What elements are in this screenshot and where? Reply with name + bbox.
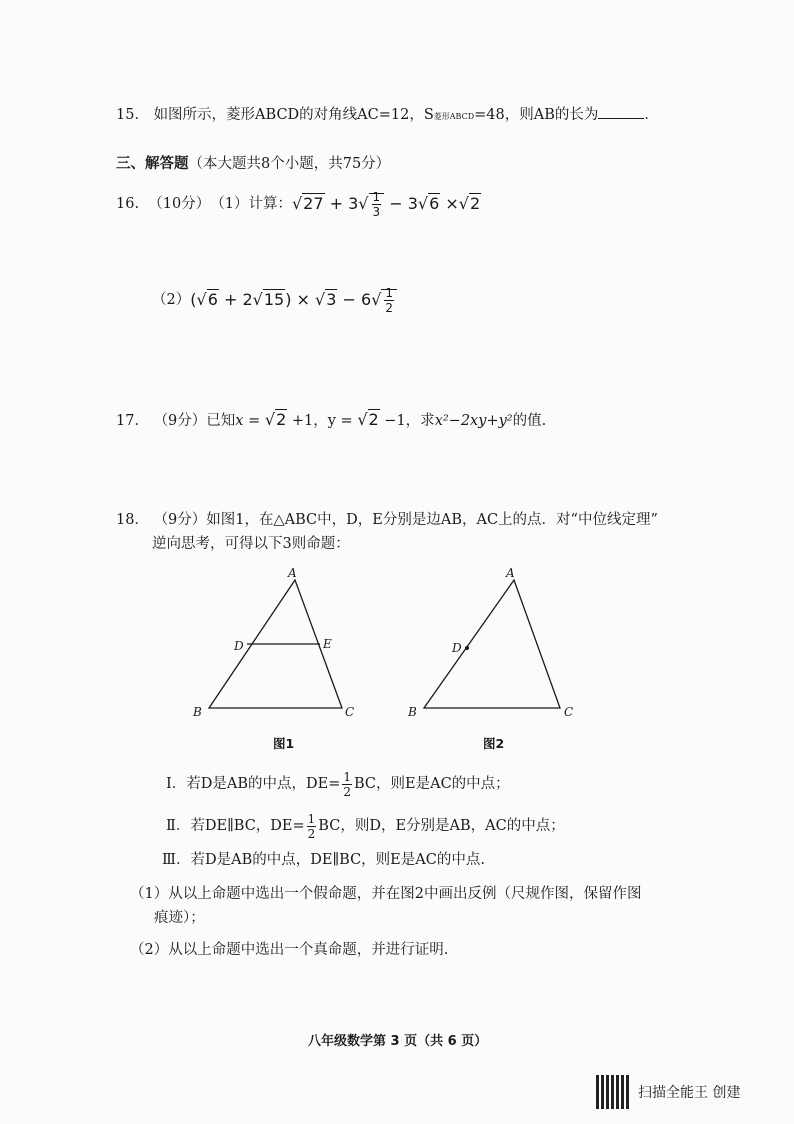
fig1-label-c: C — [345, 705, 355, 719]
fig1-label-a: A — [288, 566, 297, 580]
q16-p2-times: × — [296, 289, 310, 309]
fig1-label-b: B — [193, 705, 202, 719]
prop1-fraction — [342, 771, 352, 798]
question-16-part-1 — [116, 190, 481, 218]
q16-p1-minus: − 3 — [389, 193, 418, 213]
q17-expression: x²−2xy+y² — [434, 413, 513, 429]
q18-number: 18． — [116, 512, 149, 528]
fig2-label-a: A — [506, 566, 515, 580]
q17-eq1: = — [243, 413, 265, 429]
q17-radicand-1: 2 — [276, 410, 287, 429]
q16-p2-frac-num: 1 — [385, 285, 394, 300]
q16-score: （10分） — [148, 196, 211, 212]
task-1-line-1 — [130, 884, 641, 904]
figure-1-triangle — [186, 562, 366, 732]
q17-score: （9分）已知 — [153, 413, 236, 429]
q16-p2-minus: − 6 — [342, 289, 372, 309]
prop2-fraction — [307, 813, 317, 840]
qr-code-icon — [596, 1075, 630, 1109]
q16-p2-plus: + 2 — [223, 289, 253, 309]
q17-tail1: +1， — [287, 413, 328, 429]
prop3-text: 若D是AB的中点，DE∥BC，则E是AC的中点. — [190, 852, 485, 868]
figure-2-caption: 图2 — [483, 736, 505, 751]
fig2-label-d: D — [452, 641, 462, 655]
task1-text-a: （1）从以上命题中选出一个假命题，并在图2中画出反例（尺规作图，保留作图 — [130, 886, 642, 902]
fig1-label-e: E — [323, 637, 332, 651]
proposition-2 — [166, 810, 565, 842]
q16-p1-frac-num: 1 — [372, 189, 381, 204]
proposition-3 — [162, 850, 485, 870]
fig2-triangle-abc — [424, 580, 560, 708]
prop2-label: Ⅱ． — [166, 818, 191, 834]
q17-x: x — [235, 413, 244, 429]
q16-p2-radicand-1: 6 — [207, 289, 218, 309]
figure-1-caption: 图1 — [273, 736, 295, 751]
q17-eq2: = — [335, 413, 358, 429]
q18-text-2: 逆向思考，可得以下3则命题： — [152, 536, 350, 552]
q15-end: ． — [644, 107, 659, 123]
q17-number: 17． — [116, 413, 149, 429]
q16-p1-radicand-2: 6 — [429, 193, 440, 213]
prop3-label: Ⅲ． — [162, 852, 191, 868]
q17-radicand-2: 2 — [368, 410, 379, 429]
q16-number: 16. — [116, 196, 140, 212]
prop2-text-a: 若DE∥BC，DE= — [190, 818, 305, 834]
section-3-title: 三、解答题 — [116, 155, 189, 172]
question-18-line-2 — [152, 534, 350, 554]
prop1-text-b: BC，则E是AC的中点； — [354, 776, 510, 792]
q17-tail2: −1，求 — [379, 413, 435, 429]
q18-text-1: （9分）如图1，在△ABC中，D，E分别是边AB，AC上的点．对“中位线定理” — [153, 512, 658, 528]
fig2-point-d — [465, 646, 469, 650]
q16-p2-radicand-3: 3 — [326, 289, 337, 309]
fig1-label-d: D — [234, 639, 244, 653]
q16-p1-times: × — [445, 193, 459, 213]
q17-end: 的值. — [512, 413, 547, 429]
task1-text-b: 痕迹）； — [154, 910, 205, 926]
question-15 — [116, 104, 659, 127]
figure-2-triangle — [400, 562, 590, 732]
q16-part2-expression: (√6 + 2√15) × √3 − 6√ $\frac{1}{2}$ — [190, 287, 397, 314]
q16-part1-label: （1）计算： — [210, 196, 292, 212]
q16-p2-radicand-2: 15 — [263, 289, 285, 309]
q16-p2-frac-den: 2 — [385, 300, 394, 315]
q16-part2-label: （2） — [152, 292, 191, 308]
section-3-note: （本大题共8个小题，共75分） — [188, 156, 391, 172]
q15-subscript: 菱形ABCD — [433, 112, 475, 121]
q16-p1-plus: + 3 — [329, 193, 359, 213]
q15-text-a: 如图所示，菱形ABCD的对角线AC=12，S — [153, 107, 434, 123]
q15-answer-blank — [598, 104, 644, 119]
q16-p2-close: ) — [285, 289, 292, 309]
proposition-1 — [166, 768, 510, 800]
task-2 — [130, 940, 448, 960]
q16-p1-radicand-3: 2 — [470, 193, 481, 213]
prop2-text-b: BC，则D，E分别是AB，AC的中点； — [318, 818, 565, 834]
prop1-label: Ⅰ． — [166, 776, 187, 792]
q16-part1-expression: √27 + 3√ $\frac{1}{3}$ − 3√6 ×√2 — [291, 189, 481, 219]
prop1-text-a: 若D是AB的中点，DE= — [186, 776, 341, 792]
question-17: 17． （9分）已知x = √2 +1，y = √2 −1，求x²−2xy+y²的值. — [116, 410, 547, 429]
prop2-frac-den: 2 — [307, 826, 316, 841]
q16-p2-open: ( — [190, 289, 197, 309]
q15-number: 15． — [116, 107, 149, 123]
fig2-label-b: B — [408, 705, 417, 719]
watermark-text: 扫描全能王 创建 — [638, 1085, 741, 1101]
section-3-heading — [116, 154, 390, 174]
q17-y: y — [327, 413, 336, 429]
q15-text-b: =48，则AB的长为 — [474, 107, 599, 123]
page-footer: 八年级数学第 3 页（共 6 页） — [308, 1034, 488, 1049]
task-1-line-2 — [154, 908, 205, 928]
q16-p1-frac-den: 3 — [372, 204, 381, 219]
question-18-line-1 — [116, 510, 658, 530]
question-16-part-2 — [152, 286, 397, 314]
prop1-frac-num: 1 — [343, 769, 351, 784]
prop2-frac-num: 1 — [307, 811, 316, 826]
fig2-label-c: C — [564, 705, 574, 719]
task2-text: （2）从以上命题中选出一个真命题，并进行证明. — [130, 942, 449, 958]
q16-p1-radicand-1: 27 — [303, 193, 324, 213]
prop1-frac-den: 2 — [343, 784, 351, 799]
